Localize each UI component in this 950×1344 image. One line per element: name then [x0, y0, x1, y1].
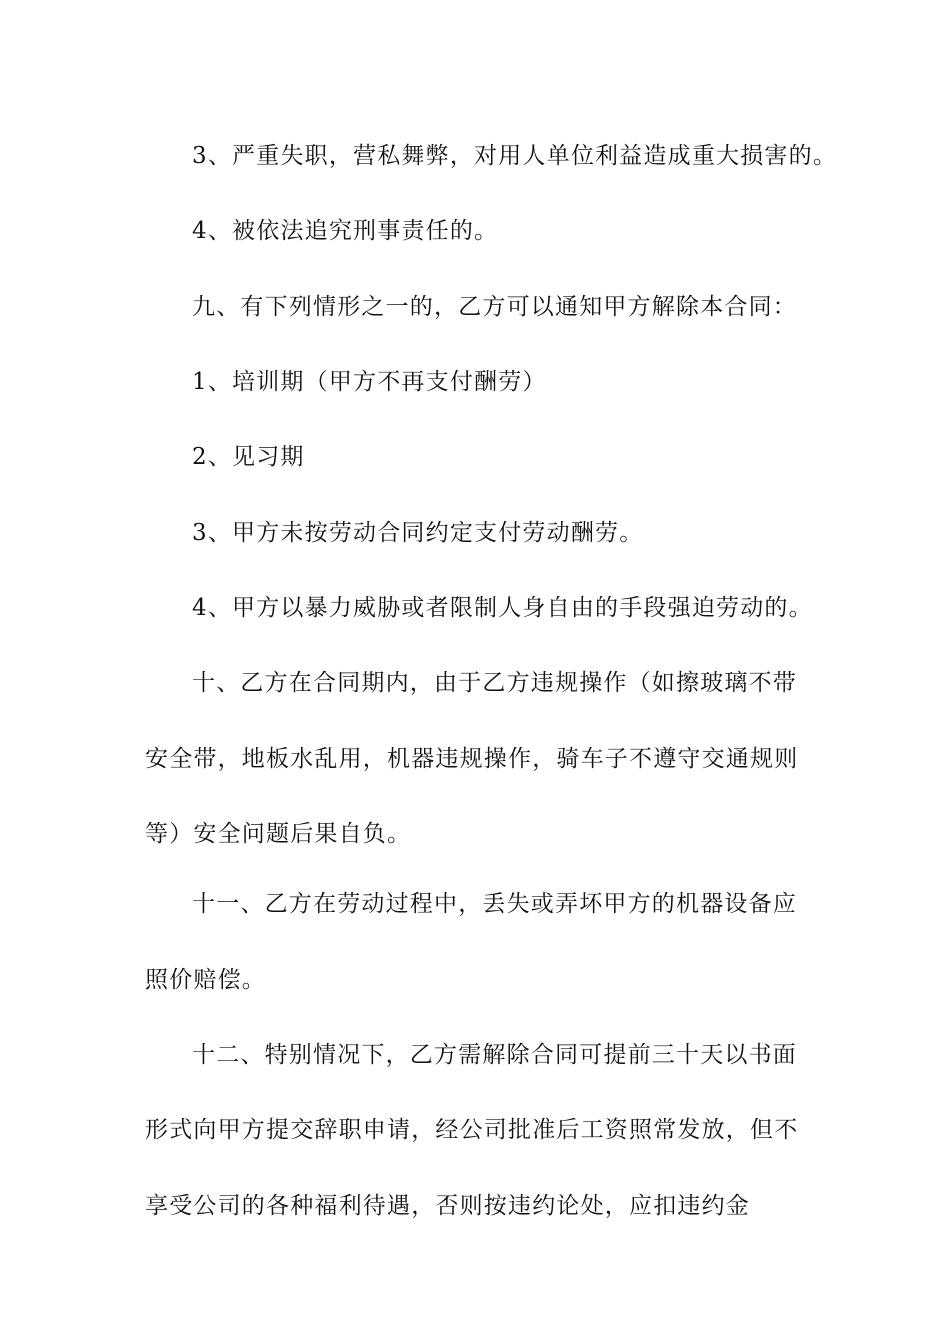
clause-line: 3、甲方未按劳动合同约定支付劳动酬劳。 [192, 520, 644, 546]
paragraph-line: 安全带，地板水乱用，机器违规操作，骑车子不遵守交通规则 [145, 746, 799, 772]
paragraph-line: 照价赔偿。 [145, 967, 266, 993]
paragraph-line: 等）安全问题后果自负。 [145, 821, 412, 847]
section-heading: 十二、特别情况下，乙方需解除合同可提前三十天以书面 [192, 1042, 797, 1068]
section-heading: 十、乙方在合同期内，由于乙方违规操作（如擦玻璃不带 [192, 670, 797, 696]
clause-line: 4、甲方以暴力威胁或者限制人身自由的手段强迫劳动的。 [192, 595, 813, 621]
section-heading: 十一、乙方在劳动过程中，丢失或弄坏甲方的机器设备应 [192, 891, 797, 917]
clause-line: 2、见习期 [192, 444, 305, 470]
paragraph-line: 形式向甲方提交辞职申请，经公司批准后工资照常发放，但不 [145, 1117, 799, 1143]
paragraph-line: 享受公司的各种福利待遇，否则按违约论处，应扣违约金 [145, 1193, 750, 1219]
clause-line: 4、被依法追究刑事责任的。 [192, 218, 499, 244]
clause-line: 1、培训期（甲方不再支付酬劳） [192, 369, 547, 395]
section-heading: 九、有下列情形之一的，乙方可以通知甲方解除本合同： [192, 294, 797, 320]
clause-line: 3、严重失职，营私舞弊，对用人单位利益造成重大损害的。 [192, 143, 838, 169]
